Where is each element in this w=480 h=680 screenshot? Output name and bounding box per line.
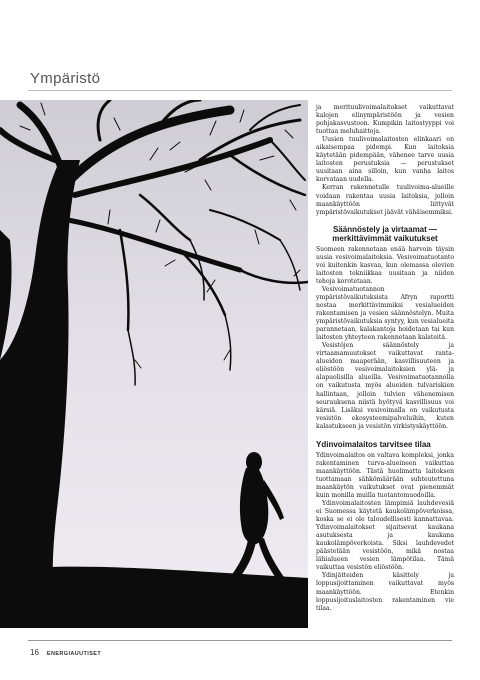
page-footer (30, 648, 101, 657)
subheading-nuclear: Ydinvoimalaitos tarvitsee tilaa (316, 439, 431, 449)
footer-divider (28, 640, 452, 641)
article-paragraph: Ydinvoimalaitos on valtava kompleksi, jonka rakentaminen turva-alueineen vaikuttaa maankäyttöön. Tästä huolimatta laitoksen tuottamaan sähkömäärään suhteutettuna maankäytön vaikutukset ovat pienemmät kuin monilla muilla tuotantomuodoilla. (316, 451, 454, 499)
article-paragraph: Ydinjätteiden käsittely ja loppusijoittaminen vaikuttavat myös maankäyttöön. Etenkin loppusijoituslaitosten rakentaminen vie tilaa. (316, 572, 454, 612)
article-paragraph: Kerran rakennetulle tuulivoima-alueille voidaan rakentaa uusia laitoksia, jolloin maankäyttöön liittyvät ympäristövaikutukset jäävät vähäisemmiksi. (316, 184, 454, 216)
article-paragraph: ja merituulivoimalaitokset vaikuttavat kalojen elinympäristöön ja vesien pohjakasvustoon. Kumpikin laitostyyppi voi tuottaa meluhaittoja. (316, 104, 454, 136)
article-paragraph: Uusien tuulivoimalaitosten elinkaari on aikaisempaa pidempi. Kun laitoksia käytetään pidempään, vähenee tarve uusia laitosten perustuksia — perustukset uusitaan aina silloin, kun vanha laitos korvataan uudella. (316, 136, 454, 184)
magazine-name: ENERGIAUUTISET (46, 651, 102, 657)
article-paragraph: Suomeen rakennetaan enää harvoin täysin uusia vesivoimalaitoksia. Vesivoimatuotanto voi kuitenkin kasvaa, kun olemassa olevien laitosten tekniikkaa uusitaan ja niiden tehoja korotetaan. (316, 245, 454, 285)
section-label: Ympäristö (30, 70, 101, 87)
article-paragraph: Vesistöjen säännöstely ja virtaamamuutokset vaikuttavat ranta-alueiden maaperään, kasvillisuuteen ja eliöstöön vesivoimalaitoksien ylä- ja alapuolisilla alueilla. Vesivoimatuotannolla on vaikutusta myös alueiden tulvariskien hallintaan, jolloin tulvien vähenemisen seurauksena niistä hyötyvä kasvillisuus voi kärsiä. Lisäksi vesivoimalla on vaikutusta vesistön ekosysteemipalveluihin, kuten kalastukseen ja vesistön virkistyskäyttöön. (316, 342, 454, 430)
article-paragraph: Ydinvoimalaitosten lämpimiä lauhdevesiä ei Suomessa käytetä kaukolämpöverkoissa, koska se ei ole taloudellisesti kannattavaa. Ydinvoimalaitokset sijaitsevat kaukana asutuksesta ja kaukana kaukolämpöverkoista. Siksi lauhdevedet päästetään vesistöön, mikä nostaa lähialueen vesien lämpötilaa. Tämä vaikuttaa vesistön eliöstöön. (316, 500, 454, 572)
article-paragraph: Vesivoimatuotannon ympäristövaikutuksista Afryn raportti nostaa merkittävimmiksi vesialueiden rakentamisen ja vesien säännöstelyn. Muita ympäristövaikutuksia syntyy, kun vesialueita parannetaan, kalakantoja hoidetaan tai kun laitosten yhteyteen rakennetaan kalateitä. (316, 285, 454, 342)
tree-silhouette-photo (0, 100, 308, 628)
page-number: 16 (30, 648, 39, 657)
article-text-column (316, 104, 454, 613)
section-divider (28, 90, 452, 91)
subheading-regulation: Säännöstely ja virtaamat — merkittävimmät vaikutukset (332, 224, 438, 243)
